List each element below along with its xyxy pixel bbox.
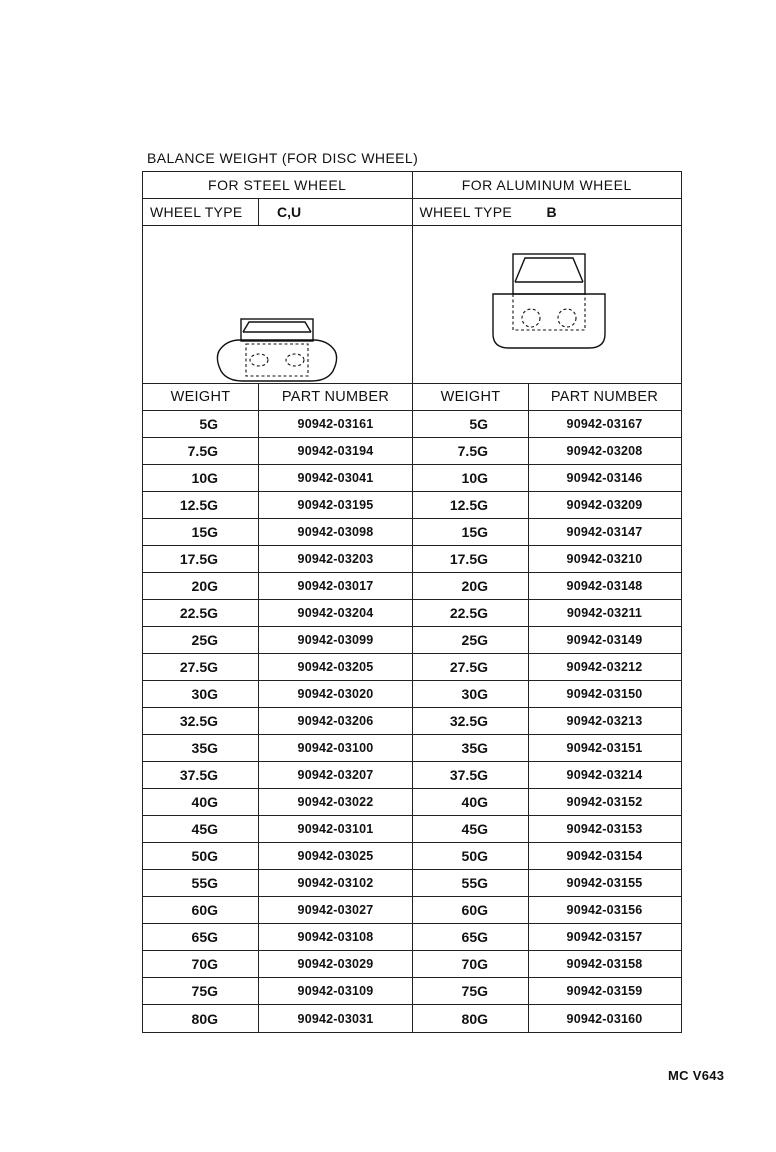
aluminum-part-number-cell: 90942-03158	[566, 957, 643, 971]
aluminum-part-number-cell: 90942-03153	[566, 822, 643, 836]
aluminum-wheel-header: FOR ALUMINUM WHEEL	[412, 172, 682, 198]
aluminum-part-number-cell: 90942-03159	[566, 984, 643, 998]
aluminum-balance-weight-drawing	[413, 226, 682, 384]
aluminum-part-number-cell: 90942-03147	[566, 525, 643, 539]
aluminum-part-number-cell: 90942-03149	[566, 633, 643, 647]
steel-weight-cell: 37.5G	[143, 762, 259, 788]
aluminum-part-number-cell: 90942-03151	[566, 741, 643, 755]
steel-weight-cell: 5G	[143, 411, 259, 437]
table-row	[143, 600, 681, 627]
aluminum-wheel-type	[412, 199, 682, 225]
steel-weight-cell: 32.5G	[143, 708, 259, 734]
table-row	[143, 519, 681, 546]
steel-weight-cell: 15G	[143, 519, 259, 545]
aluminum-part-number-cell: 90942-03208	[566, 444, 643, 458]
table-row	[143, 978, 681, 1005]
steel-part-number-cell: 90942-03022	[259, 789, 413, 815]
steel-weight-illustration	[143, 226, 412, 383]
table-row	[143, 951, 681, 978]
aluminum-part-number-cell: 90942-03156	[566, 903, 643, 917]
steel-part-number-cell: 90942-03206	[259, 708, 413, 734]
aluminum-weight-cell: 27.5G	[413, 654, 529, 680]
steel-part-number-cell: 90942-03108	[259, 924, 413, 950]
aluminum-weight-cell: 12.5G	[413, 492, 529, 518]
steel-wheel-type-label: WHEEL TYPE	[143, 199, 259, 225]
steel-weight-cell: 80G	[143, 1005, 259, 1032]
steel-weight-cell: 22.5G	[143, 600, 259, 626]
steel-part-number-cell: 90942-03204	[259, 600, 413, 626]
aluminum-part-number-cell: 90942-03211	[566, 606, 643, 620]
column-header-row	[143, 384, 681, 411]
steel-part-number-cell: 90942-03041	[259, 465, 413, 491]
aluminum-weight-column-header: WEIGHT	[413, 384, 529, 410]
aluminum-weight-cell: 10G	[413, 465, 529, 491]
steel-part-number-cell: 90942-03194	[259, 438, 413, 464]
table-row	[143, 924, 681, 951]
steel-part-number-cell: 90942-03101	[259, 816, 413, 842]
aluminum-part-number-cell: 90942-03152	[566, 795, 643, 809]
aluminum-weight-cell: 15G	[413, 519, 529, 545]
table-row	[143, 762, 681, 789]
steel-weight-cell: 7.5G	[143, 438, 259, 464]
aluminum-weight-cell: 7.5G	[413, 438, 529, 464]
aluminum-part-number-cell: 90942-03214	[566, 768, 643, 782]
steel-wheel-type-value: C,U	[277, 204, 302, 220]
table-row	[143, 492, 681, 519]
steel-weight-cell: 60G	[143, 897, 259, 923]
aluminum-weight-cell: 17.5G	[413, 546, 529, 572]
table-row	[143, 438, 681, 465]
aluminum-part-number-cell: 90942-03167	[566, 417, 643, 431]
steel-weight-cell: 27.5G	[143, 654, 259, 680]
aluminum-part-number-cell: 90942-03154	[566, 849, 643, 863]
steel-part-number-cell: 90942-03203	[259, 546, 413, 572]
table-row	[143, 735, 681, 762]
steel-part-number-cell: 90942-03205	[259, 654, 413, 680]
steel-part-number-cell: 90942-03102	[259, 870, 413, 896]
steel-part-number-cell: 90942-03029	[259, 951, 413, 977]
aluminum-weight-cell: 20G	[413, 573, 529, 599]
aluminum-part-number-cell: 90942-03212	[566, 660, 643, 674]
aluminum-weight-cell: 40G	[413, 789, 529, 815]
weight-illustration-row	[143, 226, 681, 384]
steel-wheel-type	[143, 199, 412, 225]
aluminum-weight-cell: 55G	[413, 870, 529, 896]
table-row	[143, 465, 681, 492]
aluminum-part-number-cell: 90942-03148	[566, 579, 643, 593]
aluminum-weight-cell: 30G	[413, 681, 529, 707]
steel-weight-cell: 70G	[143, 951, 259, 977]
steel-part-number-cell: 90942-03027	[259, 897, 413, 923]
steel-balance-weight-drawing	[143, 226, 412, 384]
aluminum-weight-cell: 50G	[413, 843, 529, 869]
steel-weight-cell: 17.5G	[143, 546, 259, 572]
table-row	[143, 411, 681, 438]
aluminum-part-number-cell: 90942-03210	[566, 552, 643, 566]
steel-weight-cell: 30G	[143, 681, 259, 707]
table-row	[143, 843, 681, 870]
aluminum-weight-cell: 80G	[413, 1005, 529, 1032]
steel-part-number-cell: 90942-03109	[259, 978, 413, 1004]
steel-weight-cell: 10G	[143, 465, 259, 491]
table-row	[143, 681, 681, 708]
aluminum-part-number-cell: 90942-03209	[566, 498, 643, 512]
steel-part-number-cell: 90942-03100	[259, 735, 413, 761]
steel-part-number-cell: 90942-03207	[259, 762, 413, 788]
aluminum-weight-cell: 65G	[413, 924, 529, 950]
steel-part-number-cell: 90942-03099	[259, 627, 413, 653]
steel-weight-cell: 55G	[143, 870, 259, 896]
aluminum-weight-cell: 60G	[413, 897, 529, 923]
steel-weight-cell: 40G	[143, 789, 259, 815]
table-row	[143, 1005, 681, 1032]
steel-weight-cell: 12.5G	[143, 492, 259, 518]
steel-weight-column-header: WEIGHT	[143, 384, 259, 410]
table-row	[143, 573, 681, 600]
aluminum-weight-cell: 37.5G	[413, 762, 529, 788]
steel-wheel-header: FOR STEEL WHEEL	[208, 177, 347, 193]
aluminum-weight-cell: 75G	[413, 978, 529, 1004]
table-row	[143, 546, 681, 573]
aluminum-part-number-cell: 90942-03155	[566, 876, 643, 890]
aluminum-weight-cell: 45G	[413, 816, 529, 842]
steel-part-number-column-header: PART NUMBER	[259, 384, 413, 410]
steel-part-number-cell: 90942-03195	[259, 492, 413, 518]
steel-weight-cell: 45G	[143, 816, 259, 842]
aluminum-part-number-cell: 90942-03157	[566, 930, 643, 944]
wheel-header-row	[143, 172, 681, 199]
aluminum-wheel-type-value: B	[546, 204, 557, 220]
table-row	[143, 789, 681, 816]
steel-weight-cell: 35G	[143, 735, 259, 761]
steel-weight-cell: 25G	[143, 627, 259, 653]
steel-part-number-cell: 90942-03025	[259, 843, 413, 869]
wheel-type-row	[143, 199, 681, 226]
aluminum-part-number-cell: 90942-03150	[566, 687, 643, 701]
steel-part-number-cell: 90942-03020	[259, 681, 413, 707]
figure-code: MC V643	[668, 1068, 725, 1083]
table-row	[143, 654, 681, 681]
table-row	[143, 627, 681, 654]
steel-weight-cell: 65G	[143, 924, 259, 950]
steel-part-number-cell: 90942-03161	[259, 411, 413, 437]
table-row	[143, 816, 681, 843]
aluminum-part-number-cell: 90942-03213	[566, 714, 643, 728]
aluminum-part-number-cell: 90942-03160	[566, 1011, 643, 1026]
aluminum-weight-cell: 5G	[413, 411, 529, 437]
aluminum-part-number-cell: 90942-03146	[566, 471, 643, 485]
aluminum-part-number-column-header: PART NUMBER	[550, 389, 659, 405]
steel-weight-cell: 50G	[143, 843, 259, 869]
steel-part-number-cell: 90942-03017	[259, 573, 413, 599]
steel-weight-cell: 75G	[143, 978, 259, 1004]
aluminum-weight-cell: 25G	[413, 627, 529, 653]
steel-part-number-cell: 90942-03031	[259, 1005, 413, 1032]
table-row	[143, 870, 681, 897]
aluminum-weight-cell: 70G	[413, 951, 529, 977]
data-rows	[143, 411, 681, 1032]
steel-weight-cell: 20G	[143, 573, 259, 599]
balance-weight-table	[142, 171, 682, 1033]
aluminum-weight-cell: 35G	[413, 735, 529, 761]
aluminum-wheel-type-label: WHEEL TYPE	[419, 204, 512, 220]
table-row	[143, 897, 681, 924]
aluminum-weight-cell: 32.5G	[413, 708, 529, 734]
document-title: BALANCE WEIGHT (FOR DISC WHEEL)	[147, 150, 419, 166]
steel-part-number-cell: 90942-03098	[259, 519, 413, 545]
aluminum-weight-illustration	[412, 226, 682, 383]
table-row	[143, 708, 681, 735]
aluminum-weight-cell: 22.5G	[413, 600, 529, 626]
